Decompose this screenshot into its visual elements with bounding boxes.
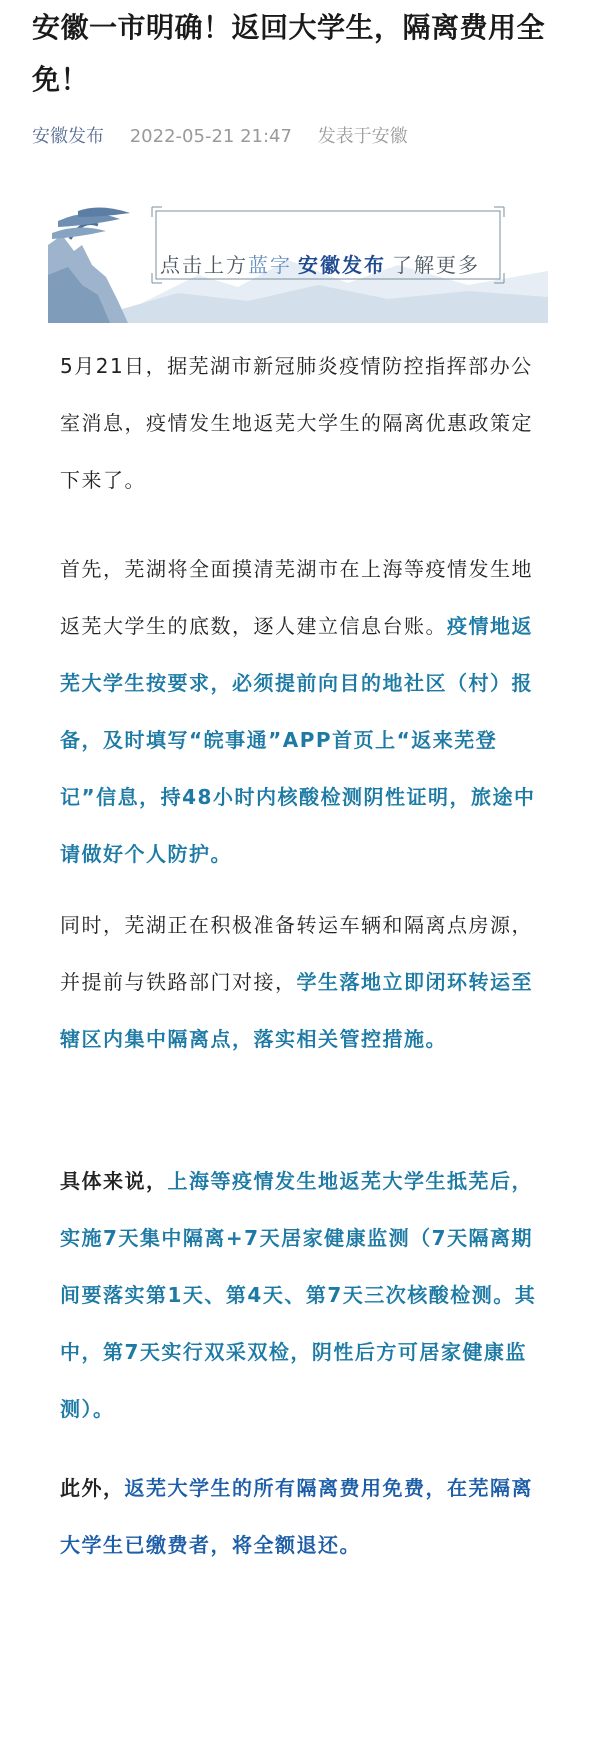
paragraph-5-text: 此外，: [60, 1476, 125, 1500]
paragraph-2: [60, 541, 550, 883]
follow-prompt: [160, 247, 480, 283]
paragraph-5: [60, 1460, 550, 1574]
publish-time: 2022-05-21 21:47: [129, 126, 292, 147]
article-meta: [32, 122, 408, 152]
banner-suffix: 了解更多: [392, 253, 480, 277]
banner-account-name[interactable]: 安徽发布: [298, 253, 386, 277]
paragraph-3-highlight: 学生落地立即闭环转运至辖区内集中隔离点，落实相关管控措施。: [60, 970, 533, 1051]
article-title: 安徽一市明确！返回大学生，隔离费用全免！: [32, 11, 546, 96]
banner-blue-word: 蓝字: [248, 253, 292, 277]
paragraph-4-text: 具体来说，: [60, 1169, 168, 1193]
publish-location: 发表于安徽: [317, 126, 408, 147]
paragraph-3-text: 同时，芜湖正在积极准备转运车辆和隔离点房源，并提前与铁路部门对接，: [60, 913, 533, 994]
paragraph-1: 5月21日，据芜湖市新冠肺炎疫情防控指挥部办公室消息，疫情发生地返芜大学生的隔离优惠政策定下来了。: [60, 354, 533, 492]
paragraph-5-highlight: 返芜大学生的所有隔离费用免费，在芜隔离大学生已缴费者，将全额退还。: [60, 1476, 533, 1557]
paragraph-4: [60, 1153, 550, 1438]
banner-prefix: 点击上方: [160, 253, 248, 277]
follow-banner[interactable]: [48, 205, 548, 323]
paragraph-2-text: 首先，芜湖将全面摸清芜湖市在上海等疫情发生地返芜大学生的底数，逐人建立信息台账。: [60, 557, 533, 638]
account-name-link[interactable]: 安徽发布: [32, 126, 104, 147]
paragraph-3: [60, 897, 550, 1068]
paragraph-4-highlight: 上海等疫情发生地返芜大学生抵芜后，实施7天集中隔离+7天居家健康监测（7天隔离期间要落实第1天、第4天、第7天三次核酸检测。其中，第7天实行双采双检，阴性后方可居家健康监测）。: [60, 1169, 537, 1421]
paragraph-2-highlight: 疫情地返芜大学生按要求，必须提前向目的地社区（村）报备，及时填写“皖事通”APP首页上“返来芜登记”信息，持48小时内核酸检测阴性证明，旅途中请做好个人防护。: [60, 614, 536, 866]
